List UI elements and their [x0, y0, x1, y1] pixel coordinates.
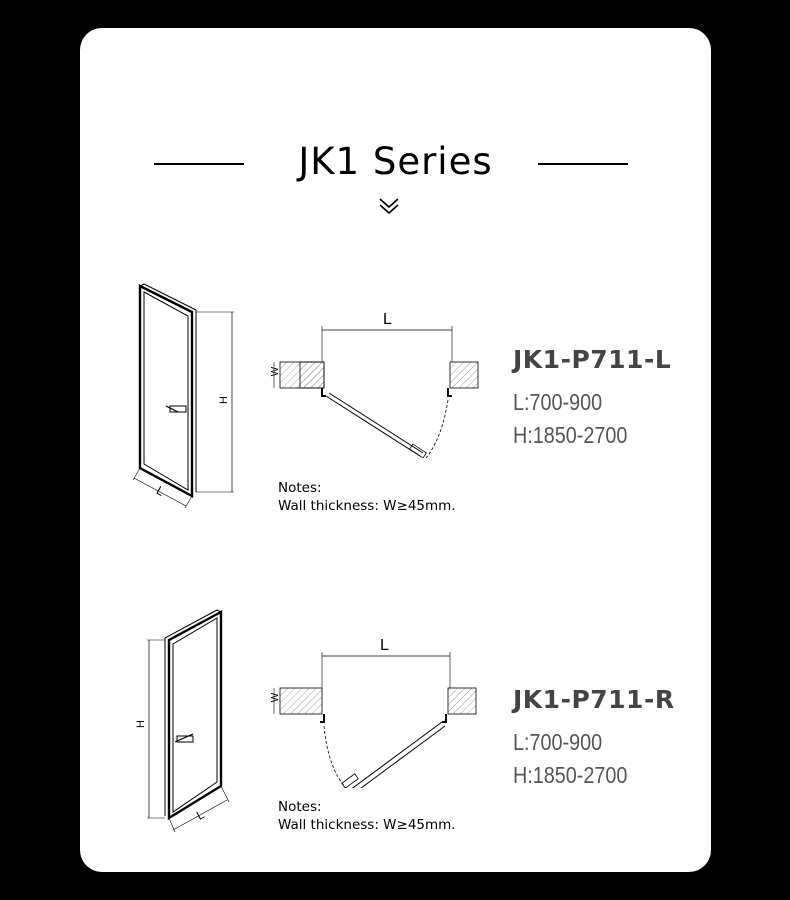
notes-text-2: Wall thickness: W≥45mm. — [278, 817, 456, 833]
notes-block-2 — [278, 798, 456, 834]
door-length-label-2: L — [194, 807, 207, 823]
plan-wall-label: W — [270, 366, 282, 377]
plan-length-label-2: L — [380, 637, 389, 654]
double-chevron-down-icon — [377, 196, 401, 216]
plan-length-label: L — [383, 311, 392, 328]
notes-title-2: Notes: — [278, 799, 322, 815]
plan-wall-label-2: W — [270, 692, 282, 703]
model-name: JK1-P711-L — [513, 345, 672, 374]
spec-block-2 — [513, 726, 627, 792]
floor-plan-left — [270, 308, 490, 458]
door-length-label: L — [154, 483, 167, 499]
door-height-label-2: H — [134, 720, 147, 728]
height-spec: H:1850-2700 — [513, 422, 628, 448]
door-height-label: H — [217, 396, 230, 404]
notes-title: Notes: — [278, 480, 322, 496]
product-card — [80, 28, 711, 872]
model-name-2: JK1-P711-R — [513, 685, 675, 714]
notes-block — [278, 479, 456, 515]
height-spec-2: H:1850-2700 — [513, 762, 628, 788]
length-spec: L:700-900 — [513, 389, 603, 415]
length-spec-2: L:700-900 — [513, 729, 603, 755]
door-drawing-left — [130, 278, 250, 518]
series-title: JK1 Series — [298, 140, 493, 183]
title-rule-right — [538, 163, 628, 165]
spec-block — [513, 386, 627, 452]
notes-text: Wall thickness: W≥45mm. — [278, 498, 456, 514]
